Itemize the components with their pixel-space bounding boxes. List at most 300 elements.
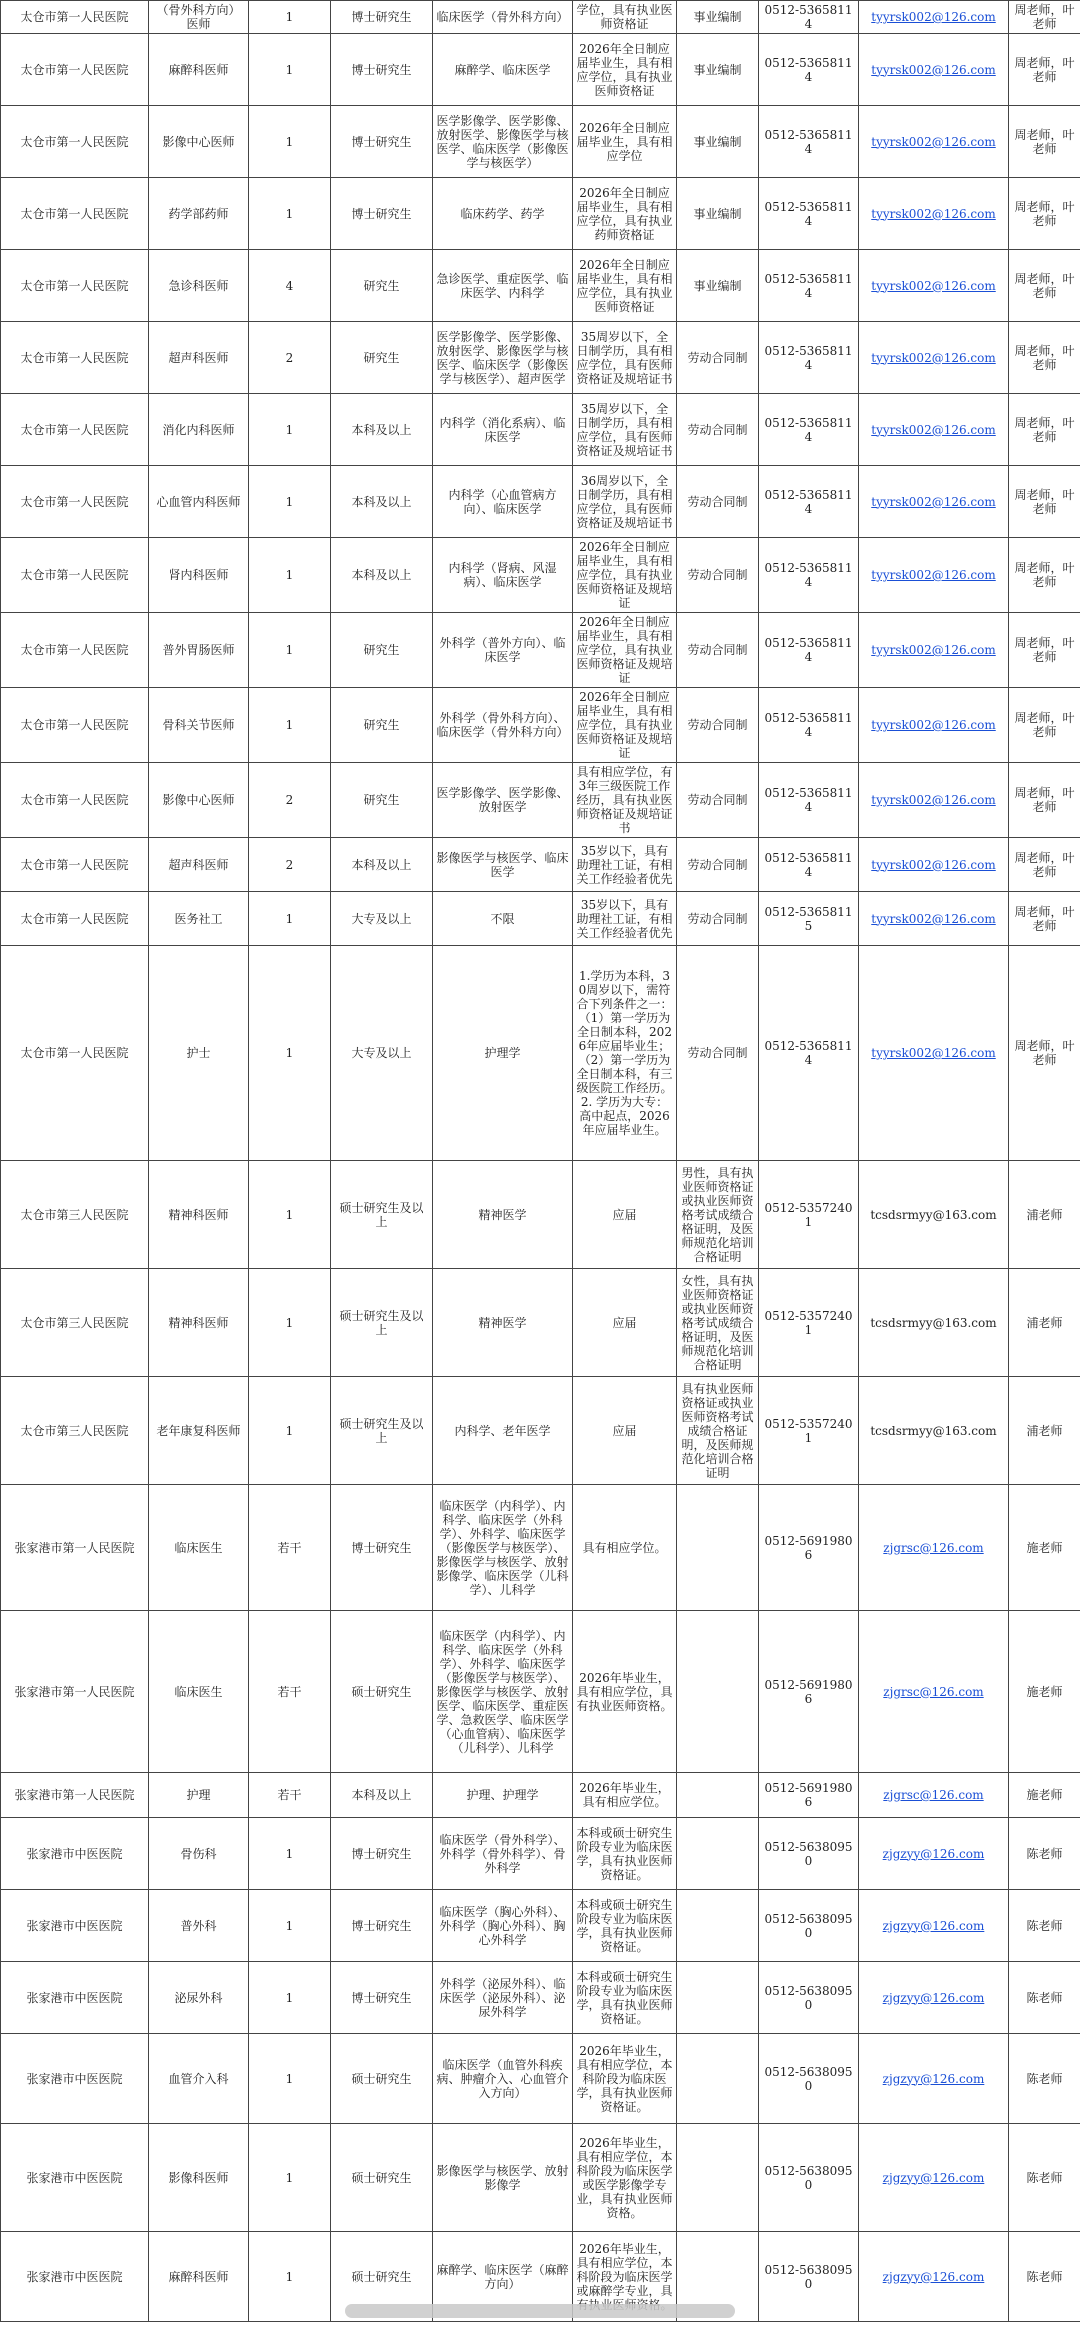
education-cell: 博士研究生 — [331, 1, 433, 34]
major-cell: 外科学（普外方向）、临床医学 — [433, 613, 573, 688]
unit-cell: 张家港市第一人民医院 — [1, 1611, 149, 1773]
contact-cell: 周老师，叶老师 — [1009, 106, 1080, 178]
requirement-cell: 具有相应学位，有3年三级医院工作经历，具有执业医师资格证及规培证书 — [573, 763, 677, 838]
major-cell: 不限 — [433, 892, 573, 946]
email-link: tcsdsrmyy@163.com — [870, 1423, 997, 1438]
email-link[interactable]: zjgzyy@126.com — [882, 1846, 985, 1861]
email-cell — [859, 1269, 1009, 1377]
major-cell: 影像医学与核医学、放射影像学 — [433, 2124, 573, 2232]
email-cell — [859, 688, 1009, 763]
email-link[interactable]: tyyrsk002@126.com — [871, 643, 996, 657]
unit-cell: 太仓市第一人民医院 — [1, 394, 149, 466]
staffing-type-cell: 劳动合同制 — [677, 466, 759, 538]
staffing-type-cell: 事业编制 — [677, 106, 759, 178]
education-cell: 博士研究生 — [331, 1818, 433, 1890]
email-link[interactable]: tyyrsk002@126.com — [871, 350, 996, 365]
education-cell: 硕士研究生 — [331, 2034, 433, 2124]
education-cell: 大专及以上 — [331, 892, 433, 946]
phone-cell: 0512-53572401 — [759, 1377, 859, 1485]
table-row — [1, 763, 1080, 838]
major-cell: 麻醉学、临床医学 — [433, 34, 573, 106]
email-cell — [859, 1377, 1009, 1485]
phone-cell: 0512-53658114 — [759, 613, 859, 688]
staffing-type-cell: 劳动合同制 — [677, 613, 759, 688]
email-cell — [859, 613, 1009, 688]
post-cell: 消化内科医师 — [149, 394, 249, 466]
unit-cell: 张家港市中医医院 — [1, 1962, 149, 2034]
table-row — [1, 946, 1080, 1161]
email-link[interactable]: tyyrsk002@126.com — [871, 62, 996, 77]
unit-cell: 太仓市第一人民医院 — [1, 688, 149, 763]
requirement-cell: 1.学历为本科，30周岁以下，需符合下列条件之一：（1）第一学历为全日制本科，2026年应届毕业生；（2）第一学历为全日制本科，有三级医院工作经历。2. 学历为大专：高中起点，2026年应届毕业生。 — [573, 946, 677, 1161]
table-row — [1, 1377, 1080, 1485]
staffing-type-cell: 劳动合同制 — [677, 892, 759, 946]
phone-cell: 0512-53658114 — [759, 538, 859, 613]
contact-cell: 周老师，叶老师 — [1009, 394, 1080, 466]
post-cell: 精神科医师 — [149, 1161, 249, 1269]
unit-cell: 张家港市中医医院 — [1, 2232, 149, 2322]
table-row — [1, 1269, 1080, 1377]
requirement-cell: 2026年毕业生，具有相应学位，本科阶段为临床医学或医学影像学专业，具有执业医师资格。 — [573, 2124, 677, 2232]
email-link[interactable]: zjgrsc@126.com — [883, 1540, 984, 1555]
contact-cell: 周老师，叶老师 — [1009, 613, 1080, 688]
post-cell: 普外科 — [149, 1890, 249, 1962]
count-cell: 1 — [249, 688, 331, 763]
email-cell — [859, 2232, 1009, 2322]
contact-cell: 周老师，叶老师 — [1009, 538, 1080, 613]
count-cell: 1 — [249, 892, 331, 946]
education-cell: 博士研究生 — [331, 1485, 433, 1611]
education-cell: 本科及以上 — [331, 394, 433, 466]
phone-cell: 0512-53572401 — [759, 1161, 859, 1269]
email-cell — [859, 2124, 1009, 2232]
staffing-type-cell: 事业编制 — [677, 1, 759, 34]
staffing-type-cell: 劳动合同制 — [677, 394, 759, 466]
email-cell — [859, 466, 1009, 538]
email-link[interactable]: zjgzyy@126.com — [882, 2269, 985, 2284]
staffing-type-cell — [677, 1962, 759, 2034]
unit-cell: 太仓市第一人民医院 — [1, 946, 149, 1161]
phone-cell: 0512-56380950 — [759, 1890, 859, 1962]
post-cell: 临床医生 — [149, 1485, 249, 1611]
major-cell: 临床医学（内科学）、内科学、临床医学（外科学）、外科学、临床医学（影像医学与核医学）、影像医学与核医学、放射影像学、临床医学（儿科学）、儿科学 — [433, 1485, 573, 1611]
post-cell: 普外胃肠医师 — [149, 613, 249, 688]
requirement-cell: 学位，具有执业医师资格证 — [573, 1, 677, 34]
requirement-cell: 本科或硕士研究生阶段专业为临床医学，具有执业医师资格证。 — [573, 1818, 677, 1890]
unit-cell: 太仓市第一人民医院 — [1, 613, 149, 688]
staffing-type-cell: 劳动合同制 — [677, 838, 759, 892]
email-link[interactable]: zjgzyy@126.com — [882, 1918, 985, 1933]
major-cell: 精神医学 — [433, 1161, 573, 1269]
requirement-cell: 应届 — [573, 1377, 677, 1485]
contact-cell: 浦老师 — [1009, 1269, 1080, 1377]
count-cell: 1 — [249, 178, 331, 250]
requirement-cell: 35周岁以下，全日制学历，具有相应学位，具有医师资格证及规培证书 — [573, 322, 677, 394]
contact-cell: 周老师，叶老师 — [1009, 1, 1080, 34]
contact-cell: 浦老师 — [1009, 1161, 1080, 1269]
post-cell: 麻醉科医师 — [149, 2232, 249, 2322]
email-cell — [859, 178, 1009, 250]
count-cell: 1 — [249, 613, 331, 688]
email-cell — [859, 538, 1009, 613]
education-cell: 本科及以上 — [331, 1773, 433, 1818]
major-cell: 内科学（肾病、风湿病）、临床医学 — [433, 538, 573, 613]
staffing-type-cell — [677, 1611, 759, 1773]
unit-cell: 太仓市第三人民医院 — [1, 1269, 149, 1377]
email-link[interactable]: tyyrsk002@126.com — [871, 206, 996, 221]
table-row — [1, 106, 1080, 178]
post-cell: 麻醉科医师 — [149, 34, 249, 106]
table-row — [1, 250, 1080, 322]
count-cell: 1 — [249, 466, 331, 538]
unit-cell: 张家港市中医医院 — [1, 1890, 149, 1962]
requirement-cell: 2026年全日制应届毕业生，具有相应学位，具有执业医师资格证 — [573, 250, 677, 322]
phone-cell: 0512-53658114 — [759, 466, 859, 538]
email-link: tcsdsrmyy@163.com — [870, 1207, 997, 1222]
post-cell: 肾内科医师 — [149, 538, 249, 613]
email-cell — [859, 1773, 1009, 1818]
post-cell: 护士 — [149, 946, 249, 1161]
staffing-type-cell: 事业编制 — [677, 250, 759, 322]
unit-cell: 太仓市第一人民医院 — [1, 538, 149, 613]
requirement-cell: 2026年全日制应届毕业生，具有相应学位，具有执业医师资格证 — [573, 34, 677, 106]
staffing-type-cell: 事业编制 — [677, 34, 759, 106]
staffing-type-cell — [677, 2034, 759, 2124]
contact-cell: 周老师，叶老师 — [1009, 178, 1080, 250]
table-row — [1, 838, 1080, 892]
email-link[interactable]: tyyrsk002@126.com — [871, 278, 996, 293]
education-cell: 研究生 — [331, 688, 433, 763]
staffing-type-cell — [677, 2124, 759, 2232]
table-row — [1, 538, 1080, 613]
email-cell — [859, 1, 1009, 34]
phone-cell: 0512-53658114 — [759, 178, 859, 250]
email-cell — [859, 394, 1009, 466]
contact-cell: 陈老师 — [1009, 1818, 1080, 1890]
unit-cell: 太仓市第一人民医院 — [1, 178, 149, 250]
email-link[interactable]: zjgzyy@126.com — [882, 1990, 985, 2005]
requirement-cell: 2026年毕业生，具有相应学位，本科阶段为临床医学，具有执业医师资格证。 — [573, 2034, 677, 2124]
education-cell: 研究生 — [331, 322, 433, 394]
table-row — [1, 394, 1080, 466]
email-link[interactable]: tyyrsk002@126.com — [871, 422, 996, 437]
major-cell: 医学影像学、医学影像、放射医学、影像医学与核医学、临床医学（影像医学与核医学）、超声医学 — [433, 322, 573, 394]
major-cell: 外科学（泌尿外科）、临床医学（泌尿外科）、泌尿外科学 — [433, 1962, 573, 2034]
major-cell: 护理学 — [433, 946, 573, 1161]
requirement-cell: 2026年毕业生，具有相应学位。 — [573, 1773, 677, 1818]
education-cell: 硕士研究生及以上 — [331, 1269, 433, 1377]
major-cell: 精神医学 — [433, 1269, 573, 1377]
requirement-cell: 具有相应学位。 — [573, 1485, 677, 1611]
post-cell: 超声科医师 — [149, 838, 249, 892]
major-cell: 内科学（消化系病）、临床医学 — [433, 394, 573, 466]
staffing-type-cell — [677, 1485, 759, 1611]
email-cell — [859, 1161, 1009, 1269]
education-cell: 博士研究生 — [331, 106, 433, 178]
contact-cell: 陈老师 — [1009, 2232, 1080, 2322]
count-cell: 1 — [249, 2034, 331, 2124]
education-cell: 本科及以上 — [331, 538, 433, 613]
table-row — [1, 1962, 1080, 2034]
table-row — [1, 613, 1080, 688]
requirement-cell: 应届 — [573, 1161, 677, 1269]
major-cell: 临床医学（血管外科疾病、肿瘤介入、心血管介入方向） — [433, 2034, 573, 2124]
phone-cell: 0512-53658114 — [759, 946, 859, 1161]
contact-cell: 陈老师 — [1009, 2124, 1080, 2232]
count-cell: 若干 — [249, 1485, 331, 1611]
post-cell: 骨伤科 — [149, 1818, 249, 1890]
contact-cell: 陈老师 — [1009, 1962, 1080, 2034]
table-row — [1, 1485, 1080, 1611]
requirement-cell: 35周岁以下，全日制学历，具有相应学位，具有医师资格证及规培证书 — [573, 394, 677, 466]
table-row — [1, 34, 1080, 106]
email-link[interactable]: tyyrsk002@126.com — [871, 134, 996, 149]
count-cell: 1 — [249, 1269, 331, 1377]
post-cell: 影像科医师 — [149, 2124, 249, 2232]
post-cell: 影像中心医师 — [149, 763, 249, 838]
education-cell: 博士研究生 — [331, 1890, 433, 1962]
major-cell: 护理、护理学 — [433, 1773, 573, 1818]
unit-cell: 太仓市第一人民医院 — [1, 250, 149, 322]
count-cell: 1 — [249, 2124, 331, 2232]
post-cell: 老年康复科医师 — [149, 1377, 249, 1485]
email-cell — [859, 1485, 1009, 1611]
major-cell: 临床医学（骨外科方向） — [433, 1, 573, 34]
requirement-cell: 应届 — [573, 1269, 677, 1377]
phone-cell: 0512-53658114 — [759, 394, 859, 466]
email-link[interactable]: tyyrsk002@126.com — [871, 857, 996, 872]
education-cell: 硕士研究生 — [331, 2124, 433, 2232]
contact-cell: 施老师 — [1009, 1773, 1080, 1818]
unit-cell: 太仓市第一人民医院 — [1, 106, 149, 178]
unit-cell: 太仓市第一人民医院 — [1, 838, 149, 892]
email-link[interactable]: zjgrsc@126.com — [883, 1788, 984, 1802]
education-cell: 博士研究生 — [331, 1962, 433, 2034]
post-cell: 心血管内科医师 — [149, 466, 249, 538]
contact-cell: 浦老师 — [1009, 1377, 1080, 1485]
table-body — [1, 1, 1080, 2322]
staffing-type-cell: 劳动合同制 — [677, 538, 759, 613]
contact-cell: 陈老师 — [1009, 2034, 1080, 2124]
count-cell: 1 — [249, 538, 331, 613]
post-cell: 急诊科医师 — [149, 250, 249, 322]
requirement-cell: 2026年全日制应届毕业生，具有相应学位，具有执业药师资格证 — [573, 178, 677, 250]
requirement-cell: 2026年全日制应届毕业生，具有相应学位 — [573, 106, 677, 178]
staffing-type-cell: 劳动合同制 — [677, 763, 759, 838]
table-row — [1, 2124, 1080, 2232]
major-cell: 临床医学（骨外科学）、外科学（骨外科学）、骨外科学 — [433, 1818, 573, 1890]
major-cell: 急诊医学、重症医学、临床医学、内科学 — [433, 250, 573, 322]
email-cell — [859, 106, 1009, 178]
count-cell: 4 — [249, 250, 331, 322]
email-link: tcsdsrmyy@163.com — [870, 1315, 997, 1330]
staffing-type-cell: 男性，具有执业医师资格证或执业医师资格考试成绩合格证明，及医师规范化培训合格证明 — [677, 1161, 759, 1269]
email-cell — [859, 892, 1009, 946]
count-cell: 1 — [249, 106, 331, 178]
email-cell — [859, 250, 1009, 322]
phone-cell: 0512-56380950 — [759, 1962, 859, 2034]
unit-cell: 张家港市第一人民医院 — [1, 1485, 149, 1611]
requirement-cell: 35岁以下，具有助理社工证，有相关工作经验者优先 — [573, 892, 677, 946]
unit-cell: 太仓市第一人民医院 — [1, 892, 149, 946]
count-cell: 1 — [249, 1377, 331, 1485]
email-cell — [859, 946, 1009, 1161]
contact-cell: 周老师，叶老师 — [1009, 688, 1080, 763]
email-link[interactable]: tyyrsk002@126.com — [871, 793, 996, 807]
contact-cell: 周老师，叶老师 — [1009, 838, 1080, 892]
staffing-type-cell: 劳动合同制 — [677, 322, 759, 394]
email-cell — [859, 1890, 1009, 1962]
phone-cell: 0512-53658114 — [759, 1, 859, 34]
table-row — [1, 178, 1080, 250]
email-link[interactable]: zjgzyy@126.com — [882, 2170, 985, 2185]
phone-cell: 0512-56380950 — [759, 1818, 859, 1890]
phone-cell: 0512-56380950 — [759, 2124, 859, 2232]
count-cell: 1 — [249, 1890, 331, 1962]
contact-cell: 施老师 — [1009, 1611, 1080, 1773]
phone-cell: 0512-53658114 — [759, 34, 859, 106]
post-cell: 药学部药师 — [149, 178, 249, 250]
major-cell: 临床医学（内科学）、内科学、临床医学（外科学）、外科学、临床医学（影像医学与核医学）、影像医学与核医学、放射医学、临床医学、重症医学、急救医学、临床医学（心血管病）、临床医学（儿科学）、儿科学 — [433, 1611, 573, 1773]
education-cell: 本科及以上 — [331, 466, 433, 538]
phone-cell: 0512-56380950 — [759, 2232, 859, 2322]
contact-cell: 周老师，叶老师 — [1009, 34, 1080, 106]
phone-cell: 0512-53572401 — [759, 1269, 859, 1377]
email-link[interactable]: tyyrsk002@126.com — [871, 1046, 996, 1060]
requirement-cell: 2026年全日制应届毕业生，具有相应学位，具有执业医师资格证及规培证 — [573, 613, 677, 688]
email-link[interactable]: tyyrsk002@126.com — [871, 718, 996, 732]
unit-cell: 张家港市中医医院 — [1, 1818, 149, 1890]
requirement-cell: 2026年毕业生，具有相应学位，具有执业医师资格。 — [573, 1611, 677, 1773]
requirement-cell: 本科或硕士研究生阶段专业为临床医学，具有执业医师资格证。 — [573, 1890, 677, 1962]
email-link[interactable]: tyyrsk002@126.com — [871, 494, 996, 509]
education-cell: 大专及以上 — [331, 946, 433, 1161]
count-cell: 1 — [249, 34, 331, 106]
unit-cell: 太仓市第三人民医院 — [1, 1377, 149, 1485]
email-cell — [859, 763, 1009, 838]
major-cell: 内科学、老年医学 — [433, 1377, 573, 1485]
staffing-type-cell: 劳动合同制 — [677, 688, 759, 763]
unit-cell: 太仓市第一人民医院 — [1, 1, 149, 34]
email-link[interactable]: tyyrsk002@126.com — [871, 568, 996, 582]
requirement-cell: 35岁以下，具有助理社工证，有相关工作经验者优先 — [573, 838, 677, 892]
staffing-type-cell — [677, 1818, 759, 1890]
contact-cell: 周老师，叶老师 — [1009, 250, 1080, 322]
table-row — [1, 1, 1080, 34]
major-cell: 临床医学（胸心外科）、外科学（胸心外科）、胸心外科学 — [433, 1890, 573, 1962]
unit-cell: 太仓市第一人民医院 — [1, 763, 149, 838]
contact-cell: 周老师，叶老师 — [1009, 946, 1080, 1161]
education-cell: 研究生 — [331, 763, 433, 838]
email-link[interactable]: zjgzyy@126.com — [882, 2071, 985, 2086]
email-link[interactable]: tyyrsk002@126.com — [871, 10, 996, 24]
post-cell: （骨外科方向）医师 — [149, 1, 249, 34]
staffing-type-cell: 女性，具有执业医师资格证或执业医师资格考试成绩合格证明，及医师规范化培训合格证明 — [677, 1269, 759, 1377]
unit-cell: 张家港市第一人民医院 — [1, 1773, 149, 1818]
contact-cell: 陈老师 — [1009, 1890, 1080, 1962]
email-cell — [859, 322, 1009, 394]
staffing-type-cell — [677, 1890, 759, 1962]
unit-cell: 张家港市中医医院 — [1, 2124, 149, 2232]
email-cell — [859, 838, 1009, 892]
education-cell: 博士研究生 — [331, 34, 433, 106]
horizontal-scrollbar[interactable] — [345, 2304, 735, 2318]
education-cell: 本科及以上 — [331, 838, 433, 892]
staffing-type-cell: 劳动合同制 — [677, 946, 759, 1161]
post-cell: 临床医生 — [149, 1611, 249, 1773]
phone-cell: 0512-56919806 — [759, 1773, 859, 1818]
count-cell: 2 — [249, 763, 331, 838]
count-cell: 2 — [249, 322, 331, 394]
count-cell: 1 — [249, 1818, 331, 1890]
table-row — [1, 1161, 1080, 1269]
phone-cell: 0512-53658114 — [759, 250, 859, 322]
post-cell: 精神科医师 — [149, 1269, 249, 1377]
count-cell: 1 — [249, 394, 331, 466]
phone-cell: 0512-53658114 — [759, 322, 859, 394]
education-cell: 硕士研究生 — [331, 1611, 433, 1773]
education-cell: 硕士研究生及以上 — [331, 1161, 433, 1269]
staffing-type-cell: 具有执业医师资格证或执业医师资格考试成绩合格证明，及医师规范化培训合格证明 — [677, 1377, 759, 1485]
phone-cell: 0512-56919806 — [759, 1485, 859, 1611]
phone-cell: 0512-53658115 — [759, 892, 859, 946]
phone-cell: 0512-53658114 — [759, 106, 859, 178]
count-cell: 2 — [249, 838, 331, 892]
count-cell: 1 — [249, 946, 331, 1161]
major-cell: 医学影像学、医学影像、放射医学 — [433, 763, 573, 838]
post-cell: 泌尿外科 — [149, 1962, 249, 2034]
requirement-cell: 本科或硕士研究生阶段专业为临床医学，具有执业医师资格证。 — [573, 1962, 677, 2034]
count-cell: 1 — [249, 1962, 331, 2034]
major-cell: 临床药学、药学 — [433, 178, 573, 250]
phone-cell: 0512-56380950 — [759, 2034, 859, 2124]
staffing-type-cell — [677, 1773, 759, 1818]
count-cell: 1 — [249, 2232, 331, 2322]
major-cell: 麻醉学、临床医学（麻醉方向） — [433, 2232, 573, 2322]
requirement-cell: 2026年毕业生，具有相应学位，本科阶段为临床医学或麻醉学专业，具 — [573, 2232, 677, 2322]
unit-cell: 太仓市第一人民医院 — [1, 466, 149, 538]
email-cell — [859, 1962, 1009, 2034]
count-cell: 1 — [249, 1161, 331, 1269]
table-row — [1, 466, 1080, 538]
contact-cell: 周老师，叶老师 — [1009, 322, 1080, 394]
major-cell: 影像医学与核医学、临床医学 — [433, 838, 573, 892]
table-row — [1, 688, 1080, 763]
staffing-type-cell: 事业编制 — [677, 178, 759, 250]
email-cell — [859, 34, 1009, 106]
count-cell: 1 — [249, 1, 331, 34]
phone-cell: 0512-53658114 — [759, 763, 859, 838]
requirement-cell: 36周岁以下，全日制学历，具有相应学位，具有医师资格证及规培证书 — [573, 466, 677, 538]
requirement-cell: 2026年全日制应届毕业生，具有相应学位，具有执业医师资格证及规培证 — [573, 538, 677, 613]
table-row — [1, 1773, 1080, 1818]
email-cell — [859, 1611, 1009, 1773]
table-row — [1, 1818, 1080, 1890]
email-link[interactable]: tyyrsk002@126.com — [871, 911, 996, 926]
unit-cell: 张家港市中医医院 — [1, 2034, 149, 2124]
table-row — [1, 2034, 1080, 2124]
table-row — [1, 892, 1080, 946]
table-row — [1, 1611, 1080, 1773]
email-link[interactable]: zjgrsc@126.com — [883, 1684, 984, 1699]
count-cell: 若干 — [249, 1611, 331, 1773]
post-cell: 骨科关节医师 — [149, 688, 249, 763]
contact-cell: 周老师，叶老师 — [1009, 466, 1080, 538]
requirement-cell: 2026年全日制应届毕业生，具有相应学位，具有执业医师资格证及规培证 — [573, 688, 677, 763]
post-cell: 护理 — [149, 1773, 249, 1818]
table-row — [1, 322, 1080, 394]
major-cell: 内科学（心血管病方向）、临床医学 — [433, 466, 573, 538]
